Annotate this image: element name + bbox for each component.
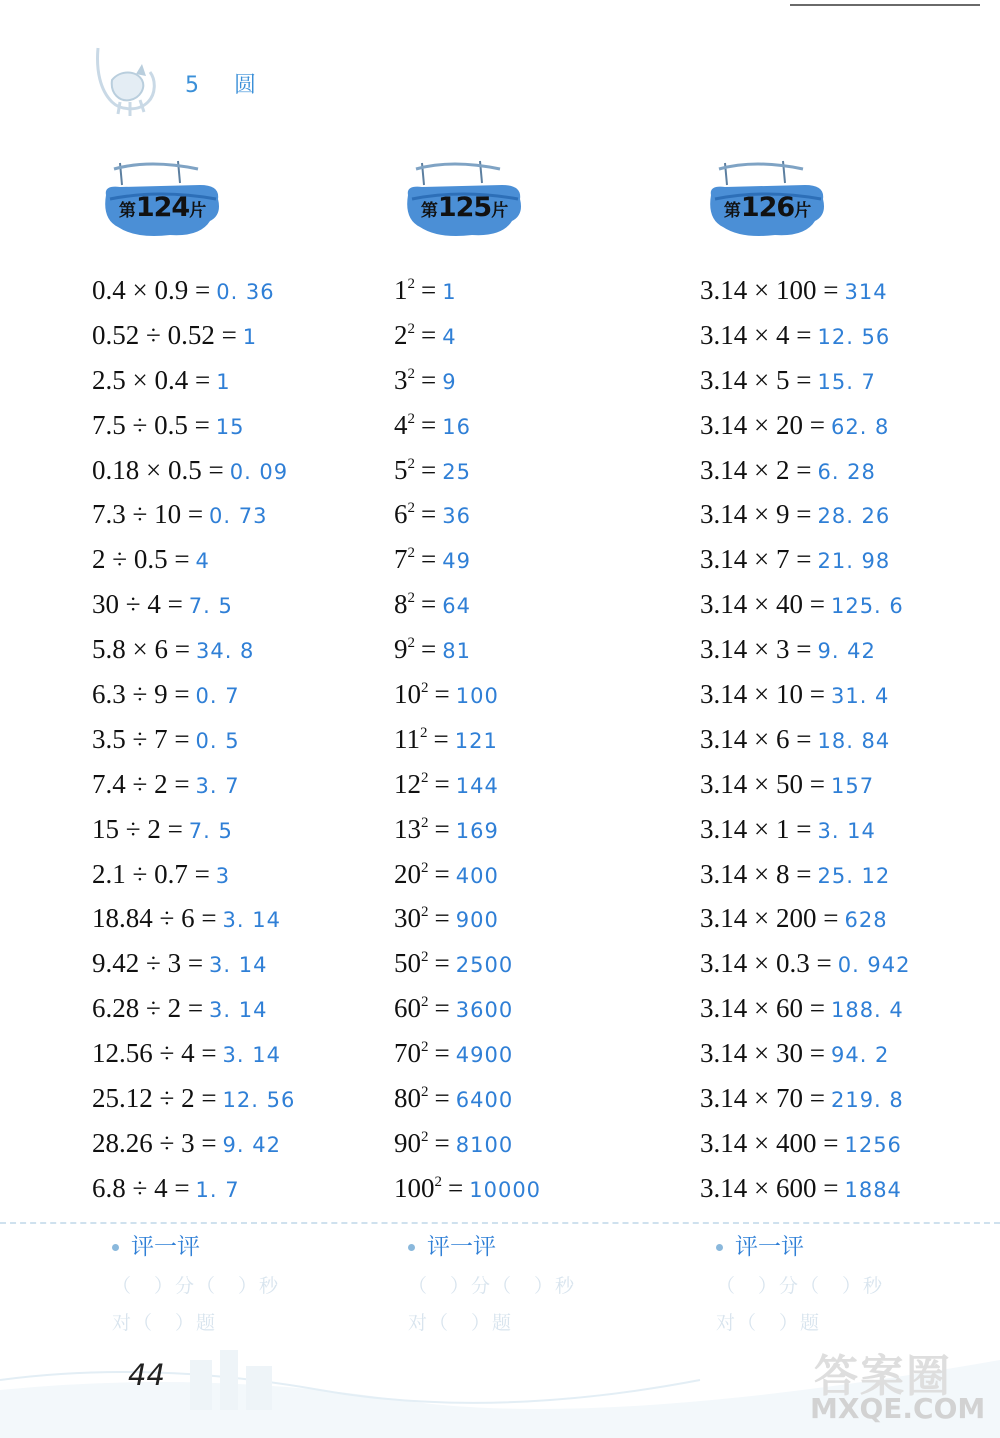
handwritten-answer: 1 bbox=[216, 369, 231, 394]
badge-suffix: 片 bbox=[491, 201, 509, 221]
exercise-base: 4 bbox=[394, 409, 408, 440]
handwritten-answer: 1. 7 bbox=[195, 1177, 240, 1202]
exponent: 2 bbox=[421, 680, 429, 697]
handwritten-answer: 157 bbox=[830, 773, 875, 798]
exercise-expression bbox=[394, 1038, 450, 1068]
top-rule bbox=[790, 4, 980, 6]
exercise-row bbox=[700, 268, 990, 313]
equals-sign: = bbox=[421, 275, 437, 305]
exercise-expression: 7.4 ÷ 2 = bbox=[92, 768, 190, 799]
exponent: 2 bbox=[434, 1173, 442, 1190]
handwritten-answer: 0. 5 bbox=[195, 728, 240, 753]
exercise-base: 3 bbox=[394, 364, 408, 395]
equals-sign: = bbox=[421, 499, 437, 530]
exercise-expression: 6.3 ÷ 9 = bbox=[92, 679, 190, 710]
exercise-row bbox=[92, 807, 382, 852]
exercise-expression: 3.14 × 50 = bbox=[700, 768, 825, 799]
exercise-expression bbox=[394, 455, 436, 485]
eval-score-blank: 对（ ）题 bbox=[716, 1312, 822, 1334]
handwritten-answer: 100 bbox=[455, 684, 499, 709]
handwritten-answer: 21. 98 bbox=[817, 549, 891, 574]
exercise-expression: 3.14 × 200 = bbox=[700, 903, 839, 934]
exponent: 2 bbox=[407, 635, 415, 652]
exercise-expression bbox=[394, 948, 450, 978]
handwritten-answer: 3. 14 bbox=[209, 953, 268, 978]
handwritten-answer: 0. 942 bbox=[837, 953, 911, 978]
equals-sign: = bbox=[434, 768, 450, 799]
exercise-row bbox=[92, 896, 382, 941]
exercise-expression: 2.1 ÷ 0.7 = bbox=[92, 858, 210, 889]
equals-sign: = bbox=[421, 319, 437, 350]
eval-time-blank: （ ）分（ ）秒 bbox=[112, 1275, 281, 1297]
exercise-row bbox=[700, 1166, 990, 1211]
exercise-row bbox=[394, 852, 684, 897]
exercise-expression bbox=[394, 499, 436, 529]
handwritten-answer: 3. 14 bbox=[222, 1043, 281, 1068]
exercise-base: 7 bbox=[394, 544, 408, 575]
chapter-title: 5 圆 bbox=[185, 73, 270, 98]
handwritten-answer: 16 bbox=[442, 414, 471, 439]
exercise-expression: 9.42 ÷ 3 = bbox=[92, 948, 204, 979]
handwritten-answer: 25. 12 bbox=[817, 863, 891, 888]
exercise-expression: 3.14 × 4 = bbox=[700, 319, 812, 350]
exercise-expression: 3.14 × 5 = bbox=[700, 364, 812, 395]
equals-sign: = bbox=[434, 1038, 450, 1069]
handwritten-answer: 628 bbox=[844, 908, 888, 933]
exponent: 2 bbox=[407, 276, 415, 292]
exercise-row bbox=[394, 268, 684, 313]
exponent: 2 bbox=[407, 545, 415, 562]
handwritten-answer: 6400 bbox=[455, 1088, 514, 1113]
exercise-row bbox=[92, 268, 382, 313]
exercise-row bbox=[394, 1166, 684, 1211]
handwritten-answer: 3. 7 bbox=[195, 773, 240, 798]
exercise-row bbox=[700, 492, 990, 537]
exercise-row bbox=[92, 986, 382, 1031]
exercise-base: 2 bbox=[394, 319, 408, 350]
exercise-row bbox=[394, 762, 684, 807]
exercise-row bbox=[394, 627, 684, 672]
badge-126 bbox=[705, 155, 830, 240]
badge-prefix: 第 bbox=[118, 201, 136, 221]
watermark-cn: 答案圈 bbox=[814, 1351, 952, 1402]
exercise-row bbox=[92, 1121, 382, 1166]
exercise-row bbox=[700, 358, 990, 403]
exercise-row bbox=[700, 986, 990, 1031]
handwritten-answer: 1256 bbox=[844, 1132, 902, 1157]
equals-sign: = bbox=[421, 589, 437, 620]
exercise-row bbox=[92, 358, 382, 403]
exponent: 2 bbox=[407, 590, 415, 607]
exercise-expression: 3.14 × 40 = bbox=[700, 589, 825, 620]
exercise-expression bbox=[394, 410, 436, 440]
exercise-expression: 3.5 ÷ 7 = bbox=[92, 723, 190, 754]
exponent: 2 bbox=[421, 949, 429, 966]
exercise-row bbox=[92, 1166, 382, 1211]
exercise-base: 80 bbox=[394, 1083, 421, 1114]
exercise-row bbox=[700, 403, 990, 448]
badge-number: 125 bbox=[437, 192, 492, 223]
exercise-expression: 30 ÷ 4 = bbox=[92, 589, 183, 620]
exercise-row bbox=[394, 492, 684, 537]
exercise-expression bbox=[394, 814, 450, 844]
handwritten-answer: 64 bbox=[442, 594, 471, 619]
exercise-expression bbox=[394, 1173, 463, 1203]
exercise-expression: 28.26 ÷ 3 = bbox=[92, 1127, 217, 1158]
handwritten-answer: 7. 5 bbox=[188, 818, 233, 843]
equals-sign: = bbox=[448, 1172, 464, 1203]
eval-score-blank: 对（ ）题 bbox=[112, 1312, 218, 1334]
handwritten-answer: 9. 42 bbox=[817, 639, 876, 664]
exercise-base: 6 bbox=[394, 499, 408, 530]
exercise-row bbox=[394, 1031, 684, 1076]
bullet-icon bbox=[112, 1244, 119, 1251]
exercise-row bbox=[92, 1076, 382, 1121]
handwritten-answer: 1 bbox=[242, 324, 258, 349]
exercise-expression: 7.3 ÷ 10 = bbox=[92, 499, 204, 530]
exercise-expression: 2 ÷ 0.5 = bbox=[92, 544, 190, 575]
exercise-row bbox=[92, 717, 382, 762]
handwritten-answer: 0. 7 bbox=[195, 684, 240, 709]
exercise-base: 10 bbox=[394, 679, 421, 710]
exercise-expression: 6.28 ÷ 2 = bbox=[92, 993, 204, 1024]
exercise-row bbox=[92, 852, 382, 897]
exercise-expression: 3.14 × 2 = bbox=[700, 454, 812, 485]
exercise-expression bbox=[394, 1128, 450, 1158]
exponent: 2 bbox=[421, 1039, 429, 1056]
exercise-base: 13 bbox=[394, 813, 421, 844]
exercise-row bbox=[92, 313, 382, 358]
exercise-expression bbox=[394, 769, 450, 799]
exercise-expression: 0.4 × 0.9 = bbox=[92, 275, 211, 305]
exercise-expression bbox=[394, 634, 436, 664]
eval-time-blank: （ ）分（ ）秒 bbox=[716, 1275, 885, 1297]
exercise-row bbox=[92, 492, 382, 537]
handwritten-answer: 3. 14 bbox=[209, 998, 268, 1023]
exercise-column-124 bbox=[92, 268, 382, 1211]
exponent: 2 bbox=[420, 724, 428, 741]
exercise-row bbox=[92, 672, 382, 717]
badge-suffix: 片 bbox=[189, 201, 207, 221]
badge-suffix: 片 bbox=[794, 201, 812, 221]
exercise-row bbox=[92, 627, 382, 672]
equals-sign: = bbox=[421, 454, 437, 485]
exercise-expression: 3.14 × 100 = bbox=[700, 275, 839, 305]
eval-title: 评一评 bbox=[131, 1234, 200, 1260]
handwritten-answer: 4 bbox=[195, 549, 210, 574]
exercise-row bbox=[394, 717, 684, 762]
exercise-row bbox=[394, 941, 684, 986]
exercise-base: 1 bbox=[394, 275, 408, 305]
exponent: 2 bbox=[421, 1084, 429, 1101]
exercise-expression bbox=[394, 859, 450, 889]
handwritten-answer: 4 bbox=[442, 324, 457, 349]
equals-sign: = bbox=[421, 544, 437, 575]
exercise-expression: 3.14 × 7 = bbox=[700, 544, 812, 575]
bullet-icon bbox=[716, 1244, 723, 1251]
exponent: 2 bbox=[421, 1128, 429, 1145]
exercise-base: 70 bbox=[394, 1038, 421, 1069]
bullet-icon bbox=[408, 1244, 415, 1251]
exercise-expression bbox=[394, 679, 450, 709]
exercise-row bbox=[700, 807, 990, 852]
handwritten-answer: 81 bbox=[442, 639, 471, 664]
equals-sign: = bbox=[421, 409, 437, 440]
exponent: 2 bbox=[407, 455, 415, 472]
exercise-base: 8 bbox=[394, 589, 408, 620]
exercise-expression: 18.84 ÷ 6 = bbox=[92, 903, 217, 934]
exercise-expression: 3.14 × 400 = bbox=[700, 1127, 839, 1158]
eval-score-blank: 对（ ）题 bbox=[408, 1312, 514, 1334]
handwritten-answer: 28. 26 bbox=[817, 504, 891, 529]
exponent: 2 bbox=[407, 410, 415, 427]
exercise-expression bbox=[394, 275, 436, 305]
equals-sign: = bbox=[434, 1083, 450, 1114]
handwritten-answer: 12. 56 bbox=[222, 1088, 296, 1113]
exercise-row bbox=[700, 852, 990, 897]
handwritten-answer: 1 bbox=[442, 280, 457, 304]
exercise-expression: 0.52 ÷ 0.52 = bbox=[92, 319, 237, 350]
exercise-row bbox=[394, 448, 684, 493]
handwritten-answer: 8100 bbox=[455, 1132, 514, 1157]
exercise-expression bbox=[394, 589, 436, 619]
exercise-row bbox=[700, 672, 990, 717]
exercise-expression bbox=[394, 724, 449, 754]
exercise-expression: 5.8 × 6 = bbox=[92, 634, 190, 665]
equals-sign: = bbox=[434, 903, 450, 934]
exponent: 2 bbox=[407, 500, 415, 517]
exercise-expression bbox=[394, 903, 450, 933]
eval-time-blank: （ ）分（ ）秒 bbox=[408, 1275, 577, 1297]
handwritten-answer: 3. 14 bbox=[222, 908, 281, 933]
exercise-row bbox=[700, 762, 990, 807]
equals-sign: = bbox=[434, 858, 450, 889]
handwritten-answer: 31. 4 bbox=[830, 684, 890, 709]
watermark-en: MXQE.COM bbox=[810, 1392, 986, 1425]
exercise-expression: 3.14 × 8 = bbox=[700, 858, 812, 889]
handwritten-answer: 15. 7 bbox=[817, 369, 876, 394]
exercise-row bbox=[92, 1031, 382, 1076]
exercise-expression: 3.14 × 9 = bbox=[700, 499, 812, 530]
badge-number: 124 bbox=[135, 192, 190, 223]
exercise-row bbox=[700, 941, 990, 986]
exercise-row bbox=[92, 582, 382, 627]
handwritten-answer: 0. 09 bbox=[229, 459, 289, 484]
handwritten-answer: 314 bbox=[844, 280, 888, 304]
exercise-expression: 3.14 × 3 = bbox=[700, 634, 812, 665]
exercise-base: 50 bbox=[394, 948, 421, 979]
exercise-base: 20 bbox=[394, 858, 421, 889]
exercise-base: 60 bbox=[394, 993, 421, 1024]
exponent: 2 bbox=[421, 769, 429, 786]
handwritten-answer: 36 bbox=[442, 504, 471, 529]
handwritten-answer: 3. 14 bbox=[817, 818, 876, 843]
exercise-base: 90 bbox=[394, 1127, 421, 1158]
exercise-expression bbox=[394, 544, 436, 574]
exponent: 2 bbox=[421, 859, 429, 876]
exercise-row bbox=[92, 762, 382, 807]
cat-icon bbox=[90, 40, 165, 120]
handwritten-answer: 400 bbox=[455, 863, 499, 888]
exercise-row bbox=[394, 807, 684, 852]
equals-sign: = bbox=[421, 634, 437, 665]
badge-prefix: 第 bbox=[723, 201, 741, 221]
exercise-row bbox=[394, 986, 684, 1031]
exercise-row bbox=[92, 537, 382, 582]
exercise-expression bbox=[394, 320, 436, 350]
exercise-row bbox=[700, 313, 990, 358]
handwritten-answer: 121 bbox=[454, 728, 498, 753]
eval-title: 评一评 bbox=[427, 1234, 496, 1260]
handwritten-answer: 1884 bbox=[844, 1177, 902, 1202]
exercise-base: 9 bbox=[394, 634, 408, 665]
exercise-expression: 3.14 × 600 = bbox=[700, 1172, 839, 1203]
handwritten-answer: 6. 28 bbox=[817, 459, 876, 484]
exercise-row bbox=[394, 313, 684, 358]
exercise-base: 11 bbox=[394, 723, 420, 754]
handwritten-answer: 188. 4 bbox=[830, 998, 904, 1023]
equals-sign: = bbox=[434, 679, 450, 710]
handwritten-answer: 9 bbox=[442, 369, 457, 394]
exercise-row bbox=[700, 582, 990, 627]
exercise-row bbox=[394, 582, 684, 627]
exercise-base: 5 bbox=[394, 454, 408, 485]
exercise-column-125 bbox=[394, 268, 684, 1211]
exercise-expression bbox=[394, 1083, 450, 1113]
handwritten-answer: 94. 2 bbox=[830, 1043, 890, 1068]
exercise-expression: 3.14 × 6 = bbox=[700, 723, 812, 754]
exercise-row bbox=[700, 537, 990, 582]
exercise-row bbox=[394, 1121, 684, 1166]
section-divider bbox=[0, 1222, 1000, 1224]
exercise-column-126 bbox=[700, 268, 990, 1211]
exercise-expression: 3.14 × 60 = bbox=[700, 993, 825, 1024]
handwritten-answer: 25 bbox=[442, 459, 471, 484]
exercise-expression: 3.14 × 20 = bbox=[700, 409, 825, 440]
exercise-expression: 3.14 × 30 = bbox=[700, 1038, 825, 1069]
handwritten-answer: 219. 8 bbox=[830, 1088, 904, 1113]
exercise-row bbox=[700, 627, 990, 672]
exercise-row bbox=[700, 717, 990, 762]
exercise-row bbox=[700, 1031, 990, 1076]
equals-sign: = bbox=[434, 813, 450, 844]
exercise-base: 100 bbox=[394, 1172, 435, 1203]
handwritten-answer: 3 bbox=[215, 863, 231, 888]
equals-sign: = bbox=[434, 948, 450, 979]
exercise-expression: 2.5 × 0.4 = bbox=[92, 364, 211, 395]
exercise-row bbox=[92, 403, 382, 448]
exponent: 2 bbox=[421, 904, 429, 921]
exercise-row bbox=[394, 672, 684, 717]
handwritten-answer: 9. 42 bbox=[222, 1132, 281, 1157]
equals-sign: = bbox=[434, 993, 450, 1024]
evaluation-box-125 bbox=[408, 1228, 628, 1335]
exponent: 2 bbox=[407, 320, 415, 337]
equals-sign: = bbox=[434, 1127, 450, 1158]
exercise-row bbox=[700, 448, 990, 493]
exercise-row bbox=[394, 358, 684, 403]
exercise-expression: 3.14 × 0.3 = bbox=[700, 948, 832, 979]
handwritten-answer: 169 bbox=[455, 818, 499, 843]
handwritten-answer: 15 bbox=[215, 414, 245, 439]
handwritten-answer: 12. 56 bbox=[817, 324, 891, 349]
equals-sign: = bbox=[433, 723, 449, 754]
exponent: 2 bbox=[421, 994, 429, 1011]
exercise-expression: 3.14 × 1 = bbox=[700, 813, 812, 844]
exercise-expression: 3.14 × 70 = bbox=[700, 1083, 825, 1114]
exercise-expression: 25.12 ÷ 2 = bbox=[92, 1083, 217, 1114]
exercise-row bbox=[700, 1076, 990, 1121]
exercise-row bbox=[92, 941, 382, 986]
evaluation-box-126 bbox=[716, 1228, 936, 1335]
chapter-header bbox=[90, 40, 390, 120]
exercise-expression: 12.56 ÷ 4 = bbox=[92, 1038, 217, 1069]
watermark bbox=[802, 1340, 992, 1430]
equals-sign: = bbox=[421, 364, 437, 395]
evaluation-box-124 bbox=[112, 1228, 332, 1335]
badge-number: 126 bbox=[740, 192, 795, 223]
exercise-row bbox=[700, 1121, 990, 1166]
handwritten-answer: 62. 8 bbox=[830, 414, 890, 439]
handwritten-answer: 49 bbox=[442, 549, 471, 574]
handwritten-answer: 144 bbox=[455, 773, 499, 798]
handwritten-answer: 7. 5 bbox=[188, 594, 233, 619]
exercise-row bbox=[394, 1076, 684, 1121]
eval-title: 评一评 bbox=[735, 1234, 804, 1260]
page-number: 44 bbox=[128, 1358, 165, 1392]
exercise-expression: 7.5 ÷ 0.5 = bbox=[92, 409, 210, 440]
exponent: 2 bbox=[421, 814, 429, 831]
exercise-expression bbox=[394, 365, 436, 395]
exponent: 2 bbox=[407, 365, 415, 382]
handwritten-answer: 18. 84 bbox=[817, 728, 891, 753]
exercise-expression: 15 ÷ 2 = bbox=[92, 813, 183, 844]
exercise-row bbox=[700, 896, 990, 941]
badge-124 bbox=[100, 155, 225, 240]
badge-125 bbox=[402, 155, 527, 240]
exercise-base: 12 bbox=[394, 768, 421, 799]
exercise-row bbox=[394, 537, 684, 582]
exercise-expression bbox=[394, 993, 450, 1023]
handwritten-answer: 900 bbox=[455, 908, 499, 933]
exercise-expression: 3.14 × 10 = bbox=[700, 679, 825, 710]
badge-prefix: 第 bbox=[420, 201, 438, 221]
exercise-base: 30 bbox=[394, 903, 421, 934]
exercise-row bbox=[394, 896, 684, 941]
handwritten-answer: 125. 6 bbox=[830, 594, 904, 619]
handwritten-answer: 0. 73 bbox=[209, 504, 268, 529]
handwritten-answer: 2500 bbox=[455, 953, 514, 978]
handwritten-answer: 10000 bbox=[469, 1177, 542, 1202]
handwritten-answer: 4900 bbox=[455, 1043, 514, 1068]
handwritten-answer: 34. 8 bbox=[195, 639, 255, 664]
handwritten-answer: 3600 bbox=[455, 998, 514, 1023]
handwritten-answer: 0. 36 bbox=[216, 280, 275, 304]
exercise-row bbox=[394, 403, 684, 448]
exercise-expression: 6.8 ÷ 4 = bbox=[92, 1172, 190, 1203]
exercise-row bbox=[92, 448, 382, 493]
exercise-expression: 0.18 × 0.5 = bbox=[92, 454, 224, 485]
